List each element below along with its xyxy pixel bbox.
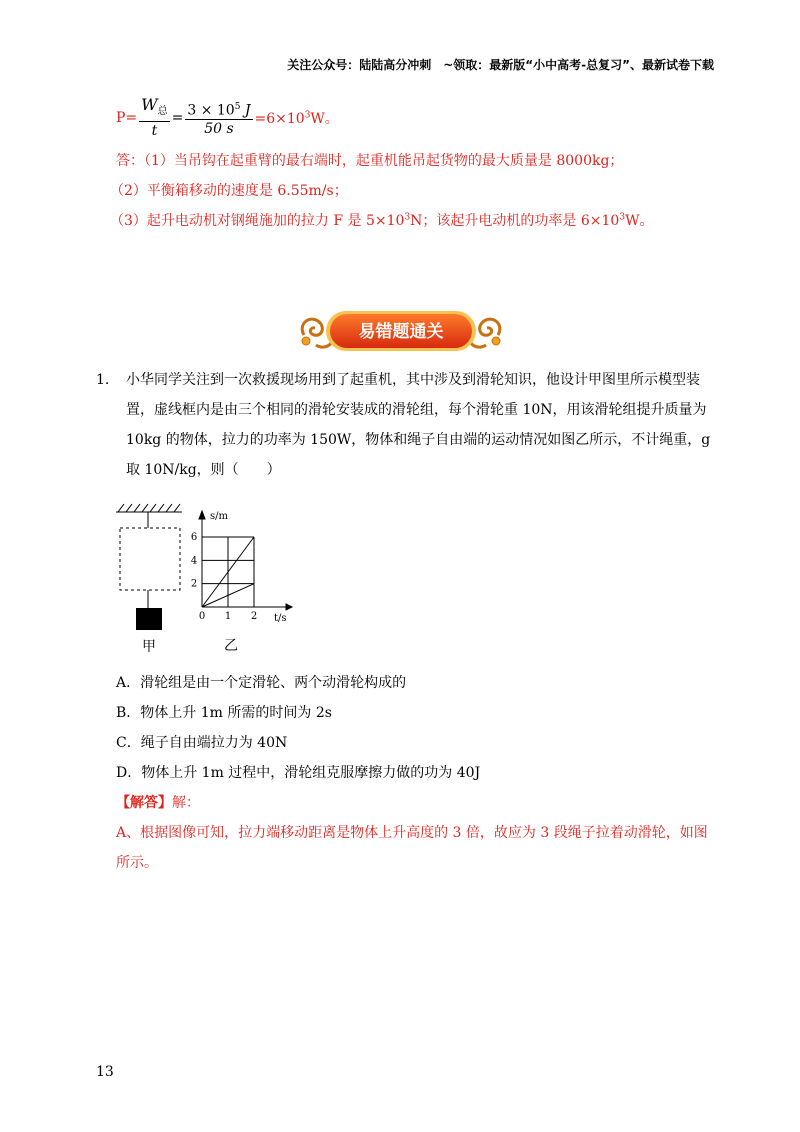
y-tick-label: 4 bbox=[190, 555, 198, 567]
banner-graphic bbox=[296, 305, 506, 357]
x-axis-label: t/s bbox=[274, 613, 287, 624]
page-header: 关注公众号：陆陆高分冲刺 ~领取：最新版“小中高考-总复习”、最新试卷下载 bbox=[287, 58, 714, 72]
formula-result bbox=[255, 108, 339, 128]
formula-den: 50 s bbox=[204, 121, 234, 138]
st-chart bbox=[188, 505, 298, 655]
formula-result-base: =6×10 bbox=[254, 111, 305, 127]
figure-jia-drawing bbox=[110, 498, 190, 658]
banner-label: 易错题通关 bbox=[358, 322, 444, 342]
formula-num: 3 × 10 bbox=[187, 102, 235, 119]
option-c: C．绳子自由端拉力为 40N bbox=[116, 735, 288, 751]
answer-line-3-exp-2: 3 bbox=[619, 212, 626, 223]
answer-line-3-part-c: W。 bbox=[625, 213, 654, 229]
page-number: 13 bbox=[96, 1064, 114, 1080]
solution-tag: 【解答】 bbox=[116, 795, 172, 811]
figure-yi bbox=[188, 505, 298, 655]
solution-line-1: A、根据图像可知，拉力端移动距离是物体上升高度的 3 倍，故应为 3 段绳子拉着动滑轮，如图 bbox=[116, 825, 708, 841]
solution-line-2: 所示。 bbox=[116, 855, 158, 871]
solution-heading bbox=[116, 792, 200, 812]
formula-t: t bbox=[151, 122, 158, 139]
option-b: B．物体上升 1m 所需的时间为 2s bbox=[116, 705, 332, 721]
question-number: 1. bbox=[96, 372, 110, 388]
question-line-3: 10kg 的物体，拉力的功率为 150W，物体和绳子自由端的运动情况如图乙所示，不计绳重，g bbox=[126, 432, 711, 448]
formula-eq: = bbox=[171, 110, 184, 126]
answer-line-3-exp-1: 3 bbox=[404, 212, 411, 223]
question-line-2: 置，虚线框内是由三个相同的滑轮安装成的滑轮组，每个滑轮重 10N，用该滑轮组提升质量为 bbox=[126, 402, 707, 418]
formula-fraction-w-t bbox=[139, 96, 169, 140]
x-tick-label: 0 bbox=[198, 611, 206, 622]
option-d: D．物体上升 1m 过程中，滑轮组克服摩擦力做的功为 40J bbox=[116, 765, 481, 781]
formula-w-sub: 总 bbox=[157, 105, 168, 117]
option-a: A．滑轮组是由一个定滑轮、两个动滑轮构成的 bbox=[116, 675, 407, 691]
figure-yi-label: 乙 bbox=[224, 638, 238, 654]
formula-fraction-values bbox=[185, 98, 252, 139]
weight-block bbox=[136, 608, 162, 630]
answer-line-3-part-b: N；该起升电动机的功率是 6×10 bbox=[410, 213, 620, 229]
answer-line-3 bbox=[110, 210, 653, 230]
x-tick-label: 2 bbox=[250, 611, 258, 622]
formula-result-unit: W。 bbox=[310, 111, 339, 127]
answer-line-1: 答：（1）当吊钩在起重臂的最右端时，起重机能吊起货物的最大质量是 8000kg； bbox=[116, 153, 624, 169]
formula-lhs: P= bbox=[116, 110, 138, 126]
section-banner bbox=[296, 305, 506, 357]
y-axis-arrow bbox=[199, 511, 205, 519]
formula-w: W bbox=[141, 95, 158, 115]
y-axis-label: s/m bbox=[210, 511, 228, 522]
y-tick-label: 2 bbox=[190, 578, 198, 590]
figure-jia bbox=[110, 498, 190, 658]
y-tick-label: 6 bbox=[190, 532, 198, 543]
pulley-dashed-box bbox=[120, 528, 180, 590]
x-tick-label: 1 bbox=[224, 611, 232, 622]
figure-jia-label: 甲 bbox=[142, 639, 156, 655]
formula-num-unit: J bbox=[240, 102, 251, 119]
x-axis-arrow bbox=[286, 604, 292, 610]
ceiling-hatch bbox=[116, 504, 182, 512]
answer-line-2: （2）平衡箱移动的速度是 6.55m/s； bbox=[110, 183, 348, 199]
solution-tag-suffix: 解： bbox=[172, 795, 200, 811]
answer-line-3-part-a: （3）起升电动机对钢绳施加的拉力 F 是 5×10 bbox=[110, 213, 405, 229]
question-line-1: 小华同学关注到一次救援现场用到了起重机，其中涉及到滑轮知识，他设计甲图里所示模型装 bbox=[126, 372, 700, 388]
power-formula bbox=[116, 95, 339, 139]
formula-result-exp: 3 bbox=[304, 110, 311, 121]
formula-num-exp: 5 bbox=[234, 101, 241, 112]
question-line-4: 取 10N/kg，则（ ） bbox=[126, 462, 281, 478]
